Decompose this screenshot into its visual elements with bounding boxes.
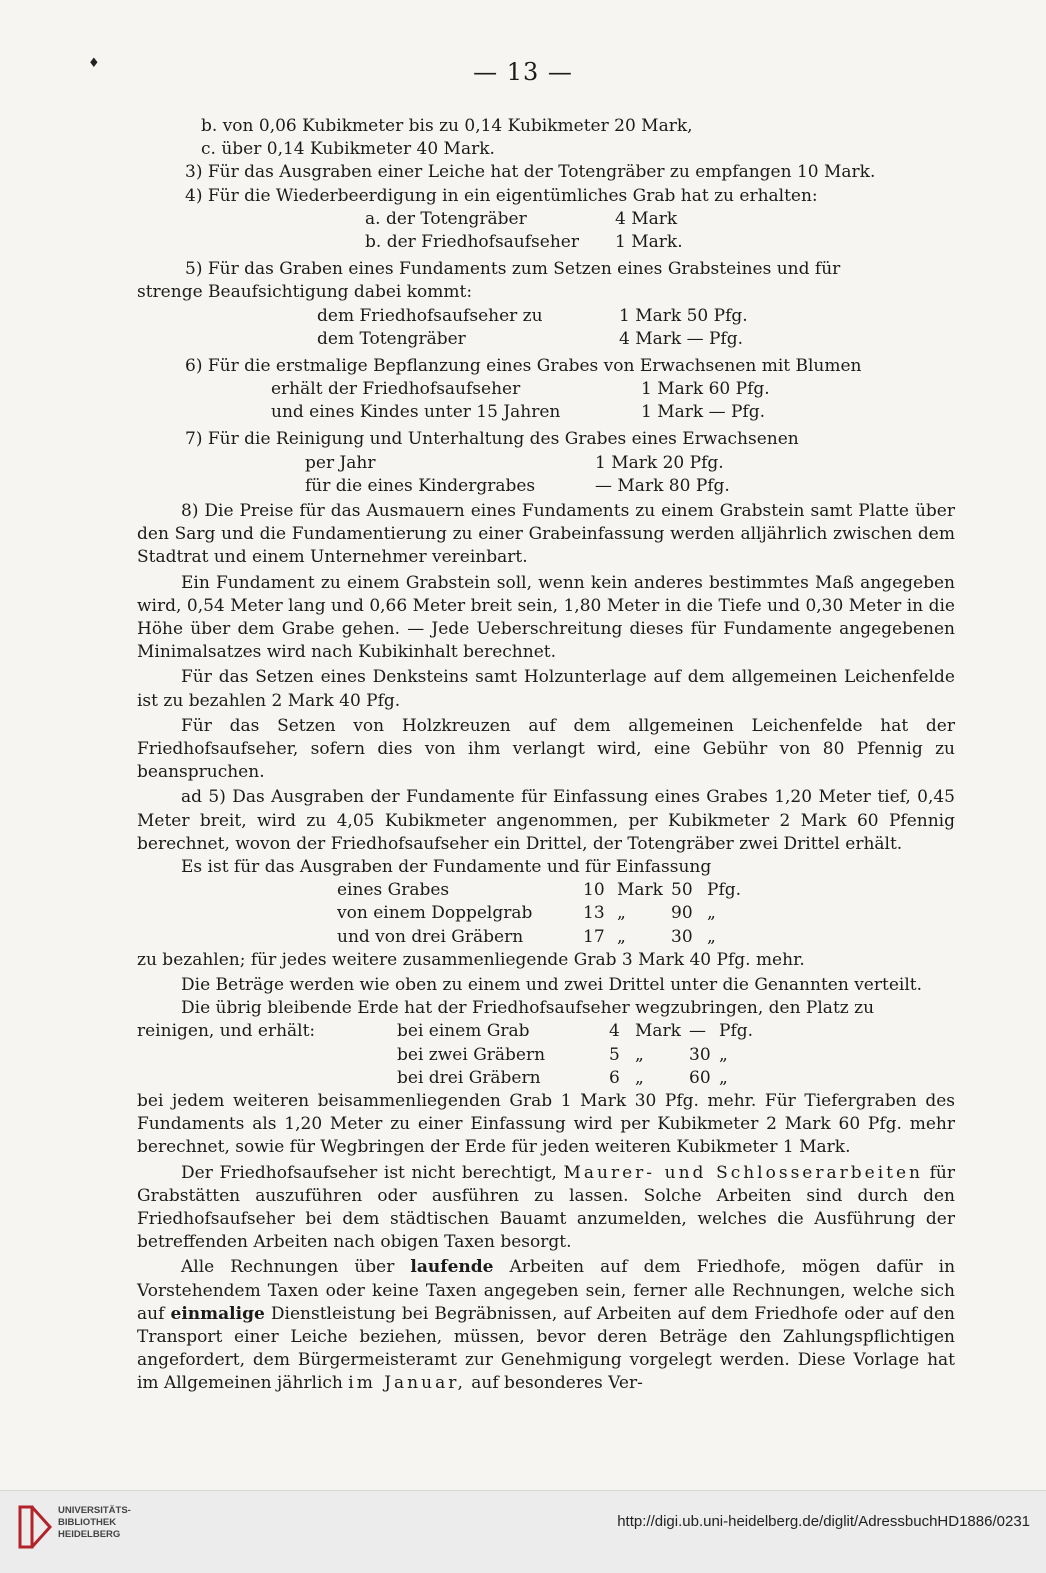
table-row: b. der Friedhofsaufseher 1 Mark.	[365, 231, 683, 252]
paragraph-holzkreuze: Für das Setzen von Holzkreuzen auf dem allgemeinen Leichenfelde hat der Friedhofsaufseher, sofern dies von ihm verlangt wird, eine Gebühr von 80 Pfennig zu beanspruchen.	[137, 715, 955, 783]
corner-mark: ♦	[88, 56, 100, 71]
library-name: UNIVERSITÄTS- BIBLIOTHEK HEIDELBERG	[58, 1505, 131, 1540]
paragraph-5: 5) Für das Graben eines Fundaments zum Setzen eines Grabsteines und für	[185, 259, 841, 280]
text-line: b. von 0,06 Kubikmeter bis zu 0,14 Kubikmeter 20 Mark,	[201, 116, 693, 136]
table-row: dem Friedhofsaufseher zu 1 Mark 50 Pfg.	[317, 305, 748, 326]
paragraph-erde: bei jedem weiteren beisammenliegenden Grab 1 Mark 30 Pfg. mehr. Für Tiefergraben des Fundaments als 1,20 Meter zu einer Einfassung wird per Kubikmeter 2 Mark 60 Pfg. mehr berechnet, sowie für Wegbringen der Erde für jeden weiteren Kubikmeter 1 Mark.	[137, 1090, 955, 1158]
table-row: bei drei Gräbern 6 „ 60 „	[397, 1067, 728, 1088]
table-row: a. der Totengräber 4 Mark	[365, 208, 678, 229]
text-line: Die übrig bleibende Erde hat der Friedhofsaufseher wegzubringen, den Platz zu	[181, 998, 875, 1019]
paragraph-3: 3) Für das Ausgraben einer Leiche hat der Totengräber zu empfangen 10 Mark.	[185, 162, 876, 183]
paragraph-betraege: Die Beträge werden wie oben zu einem und zwei Drittel unter die Genannten verteilt.	[181, 974, 922, 995]
paragraph-fundament: Ein Fundament zu einem Grabstein soll, wenn kein anderes bestimmtes Maß angegeben wird, 0,54 Meter lang und 0,66 Meter breit sein, 1,80 Meter in die Tiefe und 0,30 Meter in die Höhe über dem Grabe gehen. — Jede Ueberschreitung dieses für Fundamente angegebenen Minimalsatzes wird nach Kubikinhalt berechnet.	[137, 572, 955, 663]
paragraph-6: 6) Für die erstmalige Bepflanzung eines Grabes von Erwachsenen mit Blumen	[185, 355, 862, 376]
text-line: Es ist für das Ausgraben der Fundamente und für Einfassung	[181, 857, 712, 878]
paragraph-ad-5: ad 5) Das Ausgraben der Fundamente für Einfassung eines Grabes 1,20 Meter tief, 0,45 Meter breit, wird zu 4,05 Kubikmeter angenommen, per Kubikmeter 2 Mark 60 Pfennig berechnet, wovon der Friedhofsaufseher ein Drittel, der Totengräber zwei Drittel erhält.	[137, 787, 955, 854]
table-row: und von drei Gräbern 17 „ 30 „	[337, 926, 716, 947]
paragraph-8: 8) Die Preise für das Ausmauern eines Fundaments zu einem Grabstein samt Platte über den Sarg und die Fundamentierung zu einer Grabeinfassung werden alljährlich zwischen dem Stadtrat und einem Unternehmer vereinbart.	[137, 501, 955, 568]
text-line: strenge Beaufsichtigung dabei kommt:	[137, 282, 473, 303]
table-row: reinigen, und erhält: bei einem Grab 4 Mark — Pfg.	[137, 1021, 754, 1042]
paragraph-rechnungen: Alle Rechnungen über laufende Arbeiten auf dem Friedhofe, mögen dafür in Vorstehendem Taxen oder keine Taxen angegeben sein, ferner alle Rechnungen, welche sich auf einmalige Dienstleistung bei Begräbnissen, auf Arbeiten auf dem Friedhofe oder auf den Transport einer Leiche beziehen, müssen, bevor deren Beträge den Zahlungspflichtigen angefordert, dem Bürgermeisteramt zur Genehmigung vorgelegt werden. Diese Vorlage hat im Allgemeinen jährlich im Januar, auf besonderes Ver-	[137, 1257, 956, 1394]
table-row: dem Totengräber 4 Mark — Pfg.	[317, 328, 744, 349]
university-logo-icon	[18, 1505, 52, 1549]
table-row: eines Grabes 10 Mark 50 Pfg.	[337, 880, 742, 901]
source-url-link[interactable]: http://digi.ub.uni-heidelberg.de/diglit/AdressbuchHD1886/0231	[617, 1513, 1030, 1530]
table-row: für die eines Kindergrabes — Mark 80 Pfg.	[305, 475, 730, 496]
table-row: von einem Doppelgrab 13 „ 90 „	[337, 903, 716, 924]
page-body	[137, 115, 955, 1396]
page-number: — 13 —	[473, 58, 573, 86]
paragraph-4: 4) Für die Wiederbeerdigung in ein eigentümliches Grab hat zu erhalten:	[185, 185, 818, 206]
paragraph-denkstein: Für das Setzen eines Denksteins samt Holzunterlage auf dem allgemeinen Leichenfelde ist zu bezahlen 2 Mark 40 Pfg.	[137, 667, 955, 711]
table-row: und eines Kindes unter 15 Jahren 1 Mark — Pfg.	[271, 402, 766, 423]
table-row: bei zwei Gräbern 5 „ 30 „	[397, 1044, 728, 1065]
text-line: c. über 0,14 Kubikmeter 40 Mark.	[201, 139, 495, 160]
text-line: zu bezahlen; für jedes weitere zusammenliegende Grab 3 Mark 40 Pfg. mehr.	[137, 949, 805, 970]
table-row: per Jahr 1 Mark 20 Pfg.	[305, 452, 724, 473]
table-row: erhält der Friedhofsaufseher 1 Mark 60 Pfg.	[271, 379, 770, 400]
viewer-footer	[0, 1490, 1046, 1573]
paragraph-7: 7) Für die Reinigung und Unterhaltung des Grabes eines Erwachsenen	[185, 429, 799, 450]
paragraph-maurerarbeiten: Der Friedhofsaufseher ist nicht berechtigt, Maurer- und Schlosserarbeiten für Grabstätten auszuführen oder ausführen zu lassen. Solche Arbeiten sind durch den Friedhofsaufseher bei dem städtischen Bauamt anzumelden, welches die Ausführung der betreffenden Arbeiten nach obigen Taxen besorgt.	[137, 1162, 955, 1253]
